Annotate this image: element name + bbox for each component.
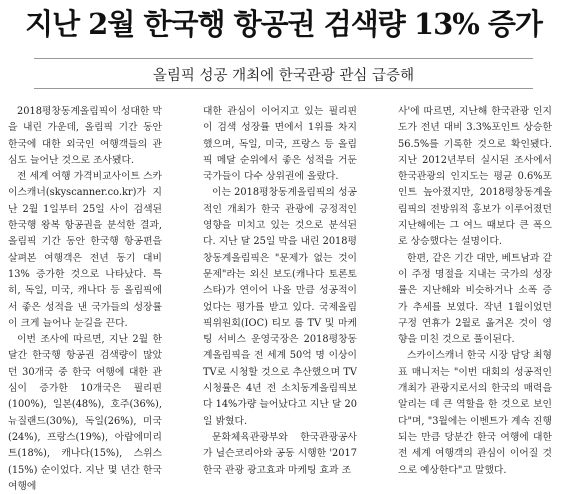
paragraph: 전 세계 여행 가격비교사이트 스카이스캐너(skyscanner.co.kr)가 지난 2월 1일부터 25일 사이 검색된 한국행 왕복 항공권을 분석한 결과, 올림픽 기간 동안 한국행 항공편을 살펴본 여행객은 전년 동기 대비 13% 증가한 것으로 나타났다. 특히, 독일, 미국, 캐나다 등 올림픽에서 좋은 성적을 낸 국가들의 성장률이 크게 늘어나 눈길을 끈다.: [8, 171, 162, 329]
paragraph: 스카이스캐너 한국 시장 담당 최형표 매니저는 "이번 대회의 성공적인 개최가 관광지로서의 한국의 매력을 알리는 데 큰 역할을 한 것으로 보인다"며, "3월에는 이벤트가 계속 진행되는 만큼 당분간 한국 여행에 대한 전 세계 여행객의 관심이 이어질 것으로 예상한다"고 말했다.: [398, 350, 552, 476]
subheadline: 올림픽 성공 개최에 한국관광 관심 급증해: [152, 68, 415, 84]
article-column-2: [203, 104, 357, 494]
paragraph: 대한 관심이 이어지고 있는 필리핀이 검색 성장률 면에서 1위를 차지했으며, 독일, 미국, 프랑스 등 올림픽 메달 순위에서 좋은 성적을 거둔 국가들이 다수 상위권에 올랐다.: [203, 106, 357, 183]
article-column-3: [398, 104, 552, 494]
article-column-1: [8, 104, 162, 494]
paragraph: 사'에 따르면, 지난해 한국관광 인지도가 전년 대비 3.3%포인트 상승한 56.5%를 기록한 것으로 확인됐다. 지난 2012년부터 실시된 조사에서 한국관광의 인지도는 평균 0.6%포인트 높아졌지만, 2018평창동계올림픽의 전방위적 홍보가 이루어졌던 지난해에는 그 여느 때보다 큰 폭으로 상승했다는 설명이다.: [398, 106, 552, 248]
paragraph: 2018평창동계올림픽이 성대한 막을 내린 가운데, 올림픽 기간 동안 한국에 대한 외국인 여행객들의 관심도 늘어난 것으로 조사됐다.: [8, 106, 162, 166]
paragraph: 이번 조사에 따르면, 지난 2월 한 달간 한국행 항공권 검색량이 많았던 30개국 중 한국 여행에 대한 관심이 증가한 10개국은 필리핀(100%), 일본(48%), 호주(36%), 뉴질랜드(30%), 독일(26%), 미국(24%), 프랑스(19%), 아랍에미리트(18%), 캐나다(15%), 스위스(15%) 순이었다. 지난 몇 년간 한국 여행에: [8, 334, 162, 492]
divider-bottom: [34, 88, 533, 89]
paragraph: 문화체육관광부와 한국관광공사가 닐슨코리아와 공동 시행한 '2017 한국 관광 광고효과 마케팅 효과 조: [203, 431, 357, 476]
divider-top: [34, 58, 533, 59]
headline: 지난 2월 한국행 항공권 검색량 13% 증가: [25, 7, 542, 41]
paragraph: 이는 2018평창동계올림픽의 성공적인 개최가 한국 관광에 긍정적인 영향을 미치고 있는 것으로 분석된다. 지난 달 25일 막을 내린 2018평창동계올림픽은 "문제가 없는 것이 문제"라는 외신 보도(캐나다 토론토 스타)가 연이어 나올 만큼 성공적이었다는 평가를 받고 있다. 국제올림픽위원회(IOC) 티모 룸 TV 및 마케팅 서비스 운영국장은 2018평창동계올림픽을 전 세계 50억 명 이상이 TV로 시청할 것으로 추산했으며 TV 시청률은 4년 전 소치동계올림픽보다 14%가량 늘어났다고 지난 달 20일 밝혔다.: [203, 187, 357, 427]
paragraph: 한편, 같은 기간 대만, 베트남과 같이 주정 명절을 지내는 국가의 성장률은 지난해와 비슷하거나 소폭 증가 추세를 보였다. 작년 1월이었던 구정 연휴가 2월로 옮겨온 것이 영향을 미친 것으로 풀이된다.: [398, 252, 552, 346]
